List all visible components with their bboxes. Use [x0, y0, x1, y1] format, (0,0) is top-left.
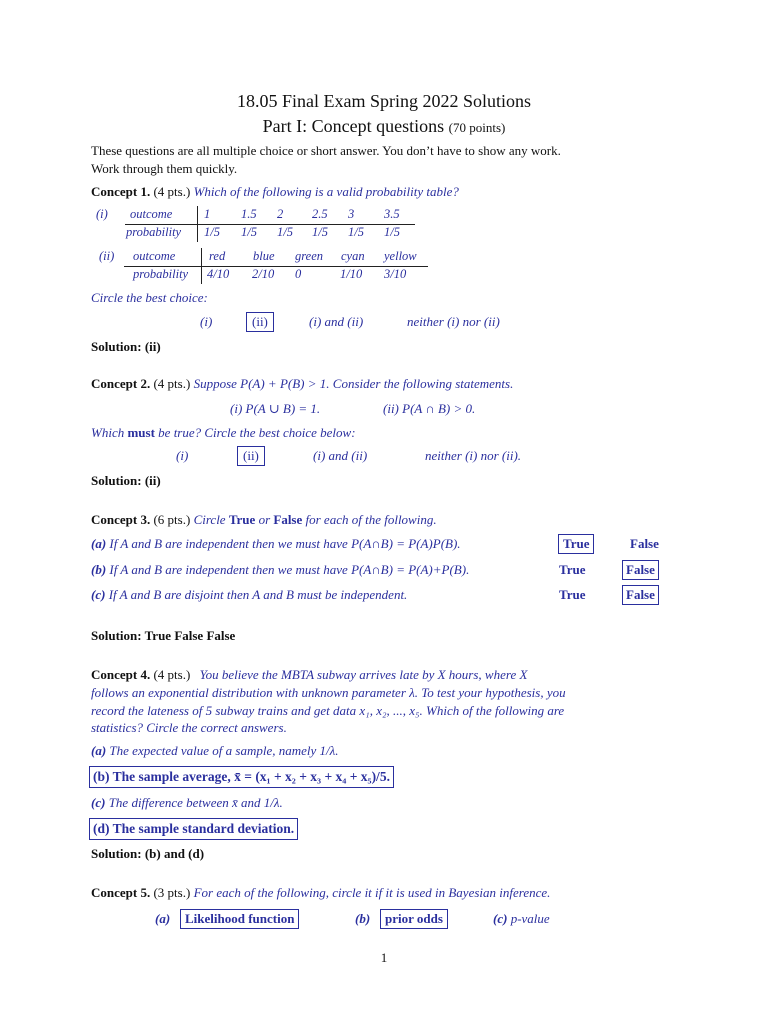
table-ii-tag: (ii) [99, 249, 115, 263]
concept-4-question-line-1: You believe the MBTA subway arrives late by X hours, where X [199, 667, 528, 682]
concept-2-choice-i-and-ii[interactable]: (i) and (ii) [313, 448, 368, 463]
table-i-cell: 1 [204, 207, 211, 221]
concept-1-prompt: Circle the best choice: [91, 290, 208, 305]
concept-2-choice-neither[interactable]: neither (i) nor (ii). [425, 448, 522, 463]
concept-1-points: (4 pts.) [153, 184, 191, 199]
concept-4-option-b-selected[interactable] [89, 766, 394, 788]
concept-2-prompt-bold: must [127, 425, 155, 440]
concept-5-label: Concept 5. [91, 885, 151, 900]
concept-4-header [91, 667, 527, 683]
concept-3-item-b-true[interactable]: True [559, 562, 586, 577]
table-ii-row2-label: probability [133, 267, 189, 281]
concept-4-option-b-text: The sample average, x̄ = (x₁ + x₂ + x₃ + x₄ + x₅)/5. [112, 769, 390, 784]
concept-3-item-b [91, 562, 469, 578]
concept-4-label: Concept 4. [91, 667, 151, 682]
concept-2-prompt-post: be true? Circle the best choice below: [158, 425, 356, 440]
table-i-divider [197, 206, 198, 242]
concept-3-q-pre: Circle [193, 512, 226, 527]
concept-4-option-c-text: The difference between x̄ and 1/λ. [108, 795, 283, 810]
concept-4-question-line-4: statistics? Circle the correct answers. [91, 720, 287, 735]
concept-2-prompt-pre: Which [91, 425, 125, 440]
concept-3-solution: Solution: True False False [91, 628, 236, 643]
concept-3-item-c [91, 587, 407, 603]
table-ii-cell: yellow [384, 249, 417, 263]
table-ii-cell: 1/10 [340, 267, 363, 281]
concept-4-option-c[interactable] [91, 795, 283, 811]
concept-4-question-line-2: follows an exponential distribution with unknown parameter λ. To test your hypothesis, you [91, 685, 566, 700]
concept-3-item-a-tag: (a) [91, 536, 107, 551]
concept-3-q-or: or [258, 512, 271, 527]
concept-2-points: (4 pts.) [153, 376, 191, 391]
concept-5-option-c-text: p-value [510, 911, 550, 926]
concept-3-label: Concept 3. [91, 512, 151, 527]
table-i [96, 206, 426, 246]
concept-5-option-c[interactable] [493, 911, 550, 927]
page-title: 18.05 Final Exam Spring 2022 Solutions [236, 91, 531, 111]
concept-1-choice-neither[interactable]: neither (i) nor (ii) [407, 314, 500, 329]
table-i-cell: 1/5 [241, 225, 257, 239]
concept-1-header [91, 184, 459, 200]
concept-2-statement-ii: (ii) P(A ∩ B) > 0. [383, 401, 476, 416]
concept-3-item-c-false-selected[interactable]: False [622, 585, 659, 605]
page-number: 1 [380, 950, 388, 965]
concept-2-choice-ii-selected[interactable]: (ii) [237, 446, 265, 466]
concept-4-option-b-tag: (b) [93, 769, 110, 784]
concept-2-label: Concept 2. [91, 376, 151, 391]
concept-3-item-c-text: If A and B are disjoint then A and B must be independent. [108, 587, 408, 602]
concept-3-item-b-tag: (b) [91, 562, 107, 577]
concept-1-choice-i-and-ii[interactable]: (i) and (ii) [309, 314, 364, 329]
concept-5-option-a-selected[interactable]: Likelihood function [180, 909, 299, 929]
table-i-row2-label: probability [126, 225, 182, 239]
part-title [0, 116, 768, 137]
table-i-cell: 2.5 [312, 207, 328, 221]
concept-2-statement-i: (i) P(A ∪ B) = 1. [230, 401, 321, 416]
concept-3-item-a-true-selected[interactable]: True [558, 534, 594, 554]
table-ii-cell: blue [253, 249, 275, 263]
concept-4-option-a-tag: (a) [91, 743, 107, 758]
table-i-cell: 3.5 [384, 207, 400, 221]
table-ii [99, 248, 439, 288]
concept-4-points: (4 pts.) [153, 667, 191, 682]
concept-2-choice-i[interactable]: (i) [176, 448, 189, 463]
table-i-cell: 3 [348, 207, 355, 221]
concept-5-header [91, 885, 550, 901]
concept-4-option-a-text: The expected value of a sample, namely 1/λ. [109, 743, 339, 758]
table-ii-divider [201, 248, 202, 284]
concept-4-option-d-text: The sample standard deviation. [112, 821, 295, 836]
concept-5-points: (3 pts.) [153, 885, 191, 900]
table-i-row1-label: outcome [130, 207, 173, 221]
concept-2-question: Suppose P(A) + P(B) > 1. Consider the following statements. [193, 376, 514, 391]
table-ii-cell: cyan [341, 249, 365, 263]
table-i-cell: 1.5 [241, 207, 257, 221]
concept-3-item-a-text: If A and B are independent then we must have P(A∩B) = P(A)P(B). [109, 536, 461, 551]
concept-3-item-b-false-selected[interactable]: False [622, 560, 659, 580]
concept-5-option-c-tag: (c) [493, 911, 508, 926]
table-ii-cell: red [209, 249, 226, 263]
concept-3-item-c-tag: (c) [91, 587, 106, 602]
table-i-cell: 1/5 [312, 225, 328, 239]
concept-5-question: For each of the following, circle it if it is used in Bayesian inference. [193, 885, 551, 900]
intro-line-2: Work through them quickly. [91, 161, 238, 176]
concept-5-option-b-tag: (b) [355, 911, 371, 926]
table-ii-cell: 4/10 [207, 267, 230, 281]
concept-3-q-false: False [273, 512, 303, 527]
table-i-rule [125, 224, 415, 225]
concept-3-q-post: for each of the following. [305, 512, 437, 527]
concept-3-q-true: True [228, 512, 256, 527]
concept-4-option-a[interactable] [91, 743, 339, 759]
table-i-cell: 1/5 [277, 225, 293, 239]
table-ii-cell: 3/10 [384, 267, 407, 281]
table-i-cell: 1/5 [348, 225, 364, 239]
concept-3-item-b-text: If A and B are independent then we must have P(A∩B) = P(A)+P(B). [109, 562, 470, 577]
table-i-cell: 2 [277, 207, 284, 221]
concept-3-header [91, 512, 437, 528]
table-ii-rule [124, 266, 428, 267]
concept-1-solution: Solution: (ii) [91, 339, 161, 354]
table-ii-cell: 0 [295, 267, 302, 281]
concept-5-option-a-tag: (a) [155, 911, 171, 926]
table-i-cell: 1/5 [204, 225, 220, 239]
part-title-text: Part I: Concept questions [262, 116, 445, 136]
concept-3-item-a [91, 536, 461, 552]
concept-1-label: Concept 1. [91, 184, 151, 199]
concept-3-item-c-true[interactable]: True [559, 587, 586, 602]
table-i-tag: (i) [96, 207, 108, 221]
concept-3-item-a-false[interactable]: False [630, 536, 659, 551]
concept-4-question-line-3: record the lateness of 5 subway trains and get data x₁, x₂, ..., x₅. Which of the following are [91, 703, 565, 718]
concept-1-choice-ii-selected[interactable]: (ii) [246, 312, 274, 332]
concept-3-points: (6 pts.) [153, 512, 191, 527]
table-ii-row1-label: outcome [133, 249, 176, 263]
intro-line-1: These questions are all multiple choice or short answer. You don’t have to show any work. [91, 143, 561, 158]
table-i-cell: 1/5 [384, 225, 400, 239]
concept-1-choice-i[interactable]: (i) [200, 314, 213, 329]
concept-2-prompt [91, 425, 356, 441]
table-ii-cell: 2/10 [252, 267, 275, 281]
part-points: (70 points) [448, 120, 506, 135]
concept-4-option-d-tag: (d) [93, 821, 110, 836]
concept-4-solution: Solution: (b) and (d) [91, 846, 205, 861]
concept-2-solution: Solution: (ii) [91, 473, 161, 488]
concept-4-option-d-selected[interactable] [89, 818, 298, 840]
table-ii-cell: green [295, 249, 323, 263]
concept-5-option-b-selected[interactable]: prior odds [380, 909, 448, 929]
concept-2-header [91, 376, 513, 392]
concept-4-option-c-tag: (c) [91, 795, 106, 810]
concept-1-question: Which of the following is a valid probability table? [193, 184, 459, 199]
